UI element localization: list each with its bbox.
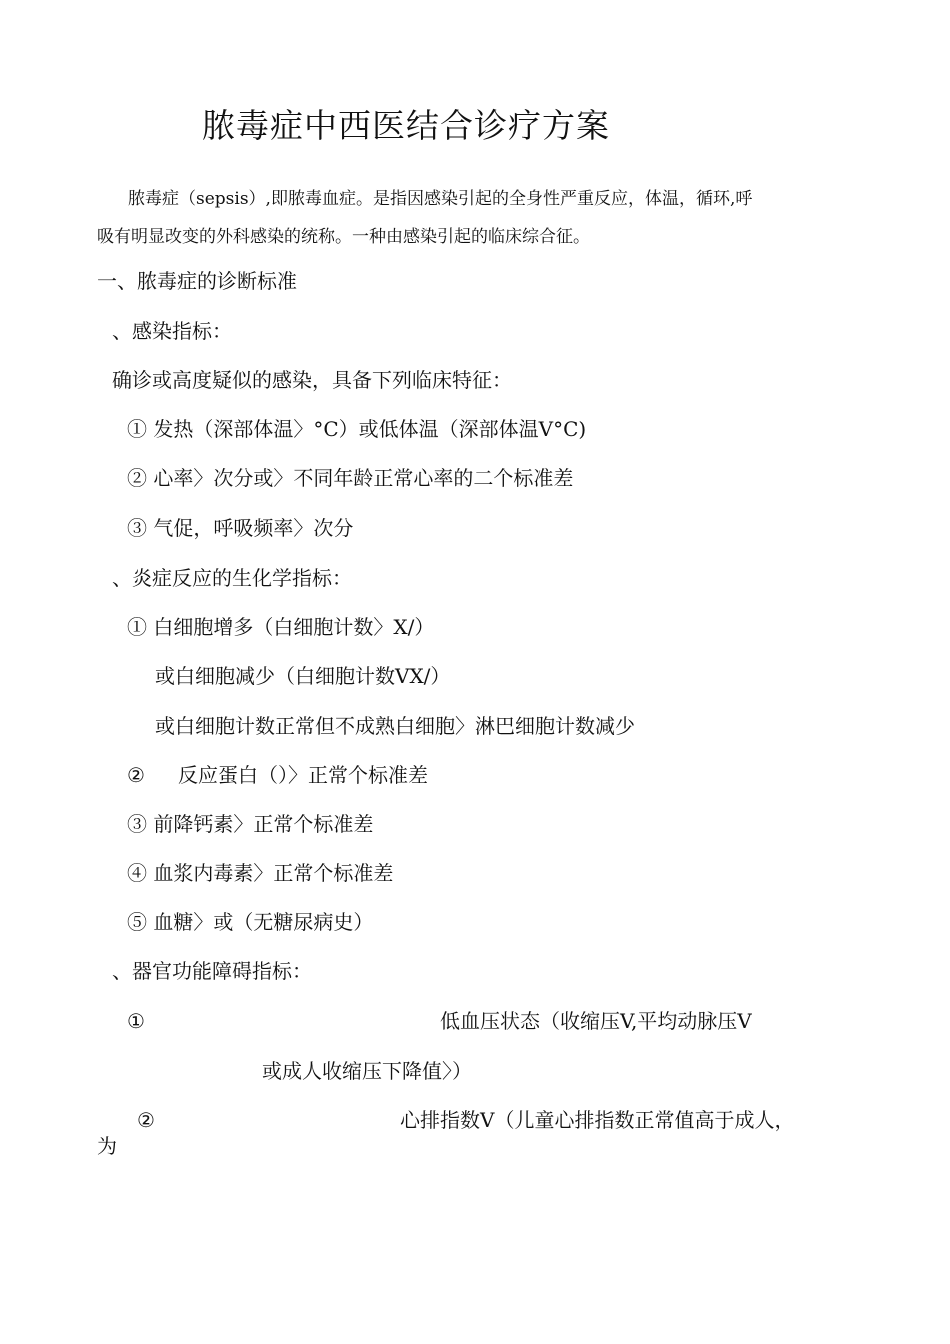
organ-item-1-marker: ① — [127, 1009, 145, 1033]
infection-heading: 、感染指标： — [112, 319, 232, 343]
organ-item-1-text: 低血压状态（收缩压V,平均动脉压V — [440, 1009, 752, 1033]
inflammation-item-1-cont-2: 或白细胞计数正常但不成熟白细胞〉淋巴细胞计数减少 — [155, 714, 635, 738]
infection-item-2: ② 心率〉次分或〉不同年龄正常心率的二个标准差 — [127, 466, 574, 490]
document-title: 脓毒症中西医结合诊疗方案 — [202, 106, 610, 145]
infection-item-1: ① 发热（深部体温〉°C）或低体温（深部体温V°C) — [127, 417, 587, 441]
organ-heading: 、器官功能障碍指标： — [112, 959, 312, 983]
section-heading-diagnosis: 一、脓毒症的诊断标准 — [97, 269, 297, 293]
intro-line-2: 吸有明显改变的外科感染的统称。一种由感染引起的临床综合征。 — [97, 227, 590, 247]
organ-item-2-text: 心排指数V（儿童心排指数正常值高于成人， — [400, 1108, 795, 1132]
inflammation-item-5: ⑤ 血糖〉或（无糖尿病史） — [127, 910, 374, 934]
inflammation-item-1-cont-1: 或白细胞减少（白细胞计数VX/） — [155, 664, 451, 688]
inflammation-item-1: ① 白细胞增多（白细胞计数〉X/） — [127, 615, 435, 639]
organ-item-1-cont: 或成人收缩压下降值〉） — [262, 1059, 472, 1083]
organ-item-2-marker: ② — [137, 1108, 155, 1132]
inflammation-item-3: ③ 前降钙素〉正常个标准差 — [127, 812, 374, 836]
inflammation-heading: 、炎症反应的生化学指标： — [112, 566, 352, 590]
organ-item-2-wrap: 为 — [97, 1134, 117, 1158]
infection-lead: 确诊或高度疑似的感染，具备下列临床特征： — [112, 368, 512, 392]
inflammation-item-2-marker: ② — [127, 763, 145, 787]
inflammation-item-4: ④ 血浆内毒素〉正常个标准差 — [127, 861, 394, 885]
inflammation-item-2-text: 反应蛋白（）〉正常个标准差 — [178, 763, 428, 787]
intro-line-1: 脓毒症（sepsis）,即脓毒血症。是指因感染引起的全身性严重反应，体温，循环,呼 — [128, 189, 753, 209]
infection-item-3: ③ 气促，呼吸频率〉次分 — [127, 516, 354, 540]
